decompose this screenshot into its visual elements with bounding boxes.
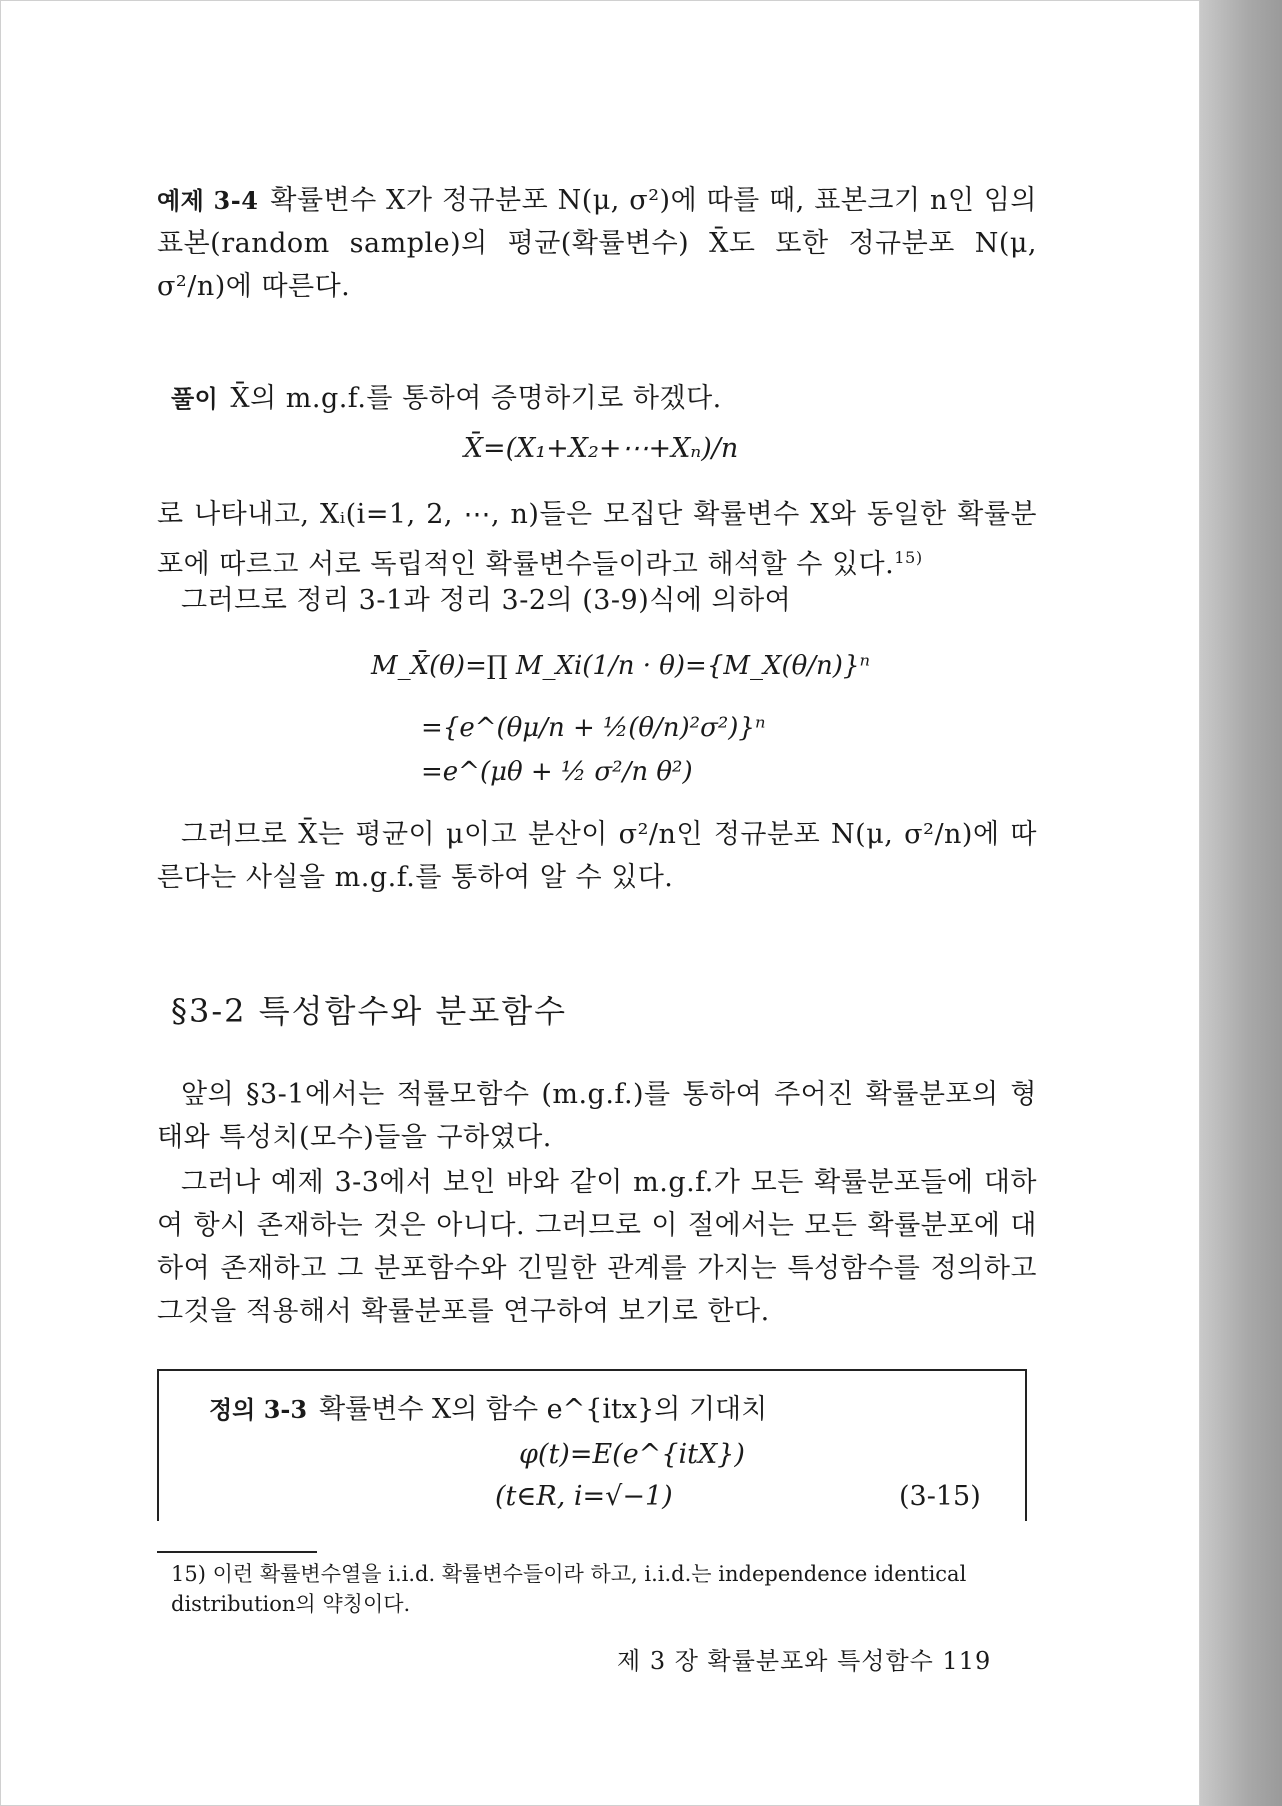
example-paragraph bbox=[157, 179, 1037, 308]
section-paragraph-1: 앞의 §3-1에서는 적률모함수 (m.g.f.)를 통하여 주어진 확률분포의 형태와 특성치(모수)들을 구하였다. bbox=[157, 1079, 1037, 1153]
definition-statement bbox=[209, 1387, 767, 1426]
definition-box bbox=[157, 1369, 1027, 1521]
mgf-equation-line-1: M_X̄(θ)=∏ M_Xi(1/n · θ)={M_X(θ/n)}ⁿ bbox=[371, 651, 871, 681]
mgf-equation-line-2: ={e^(θμ/n + ½(θ/n)²σ²)}ⁿ bbox=[421, 713, 766, 743]
solution-intro-text: X̄의 m.g.f.를 통하여 증명하기로 하겠다. bbox=[230, 383, 722, 414]
solution-label: 풀이 bbox=[171, 384, 219, 413]
footnote: 15) 이런 확률변수열을 i.i.d. 확률변수들이라 하고, i.i.d.는 independence identical distribution의 약칭이다. bbox=[171, 1562, 967, 1616]
equation-sample-mean: X̄=(X₁+X₂+⋯+Xₙ)/n bbox=[463, 433, 739, 464]
page-footer: 제 3 장 확률분포와 특성함수 119 bbox=[617, 1647, 992, 1675]
example-text: 확률변수 X가 정규분포 N(μ, σ²)에 따를 때, 표본크기 n인 임의표본(random sample)의 평균(확률변수) X̄도 또한 정규분포 N(μ, σ²/n)에 따른다. bbox=[157, 185, 1037, 302]
definition-text: 확률변수 X의 함수 e^{itx}의 기대치 bbox=[319, 1394, 768, 1425]
solution-paragraph-1 bbox=[157, 493, 1037, 586]
definition-label: 정의 3-3 bbox=[209, 1395, 308, 1424]
definition-equation-2: (t∈R, i=√−1) bbox=[495, 1481, 673, 1512]
footnote-reference: 15) bbox=[894, 548, 923, 567]
section-paragraph-2: 그러나 예제 3-3에서 보인 바와 같이 m.g.f.가 모든 확률분포들에 대하여 항시 존재하는 것은 아니다. 그러므로 이 절에서는 모든 확률분포에 대하여 존재하고 그 분포함수와 긴밀한 관계를 가지는 특성함수를 정의하고 그것을 적용해서 확률분포를 연구하여 보기로 한다. bbox=[157, 1167, 1037, 1327]
solution-intro bbox=[171, 377, 1051, 420]
example-label: 예제 3-4 bbox=[157, 186, 259, 215]
footnote-divider bbox=[157, 1551, 317, 1553]
solution-paragraph-1-text: 로 나타내고, Xᵢ(i=1, 2, ⋯, n)들은 모집단 확률변수 X와 동일한 확률분포에 따르고 서로 독립적인 확률변수들이라고 해석할 수 있다. bbox=[157, 499, 1037, 580]
mgf-equation-line-3: =e^(μθ + ½ σ²/n θ²) bbox=[421, 757, 693, 787]
solution-paragraph-2: 그러므로 정리 3-1과 정리 3-2의 (3-9)식에 의하여 bbox=[181, 585, 792, 616]
book-page-edge bbox=[1200, 0, 1282, 1806]
solution-conclusion: 그러므로 X̄는 평균이 μ이고 분산이 σ²/n인 정규분포 N(μ, σ²/n)에 따른다는 사실을 m.g.f.를 통하여 알 수 있다. bbox=[157, 819, 1037, 893]
equation-number: (3-15) bbox=[899, 1481, 981, 1512]
section-heading: §3-2 특성함수와 분포함수 bbox=[171, 992, 568, 1030]
definition-equation-1: φ(t)=E(e^{itX}) bbox=[519, 1439, 745, 1470]
